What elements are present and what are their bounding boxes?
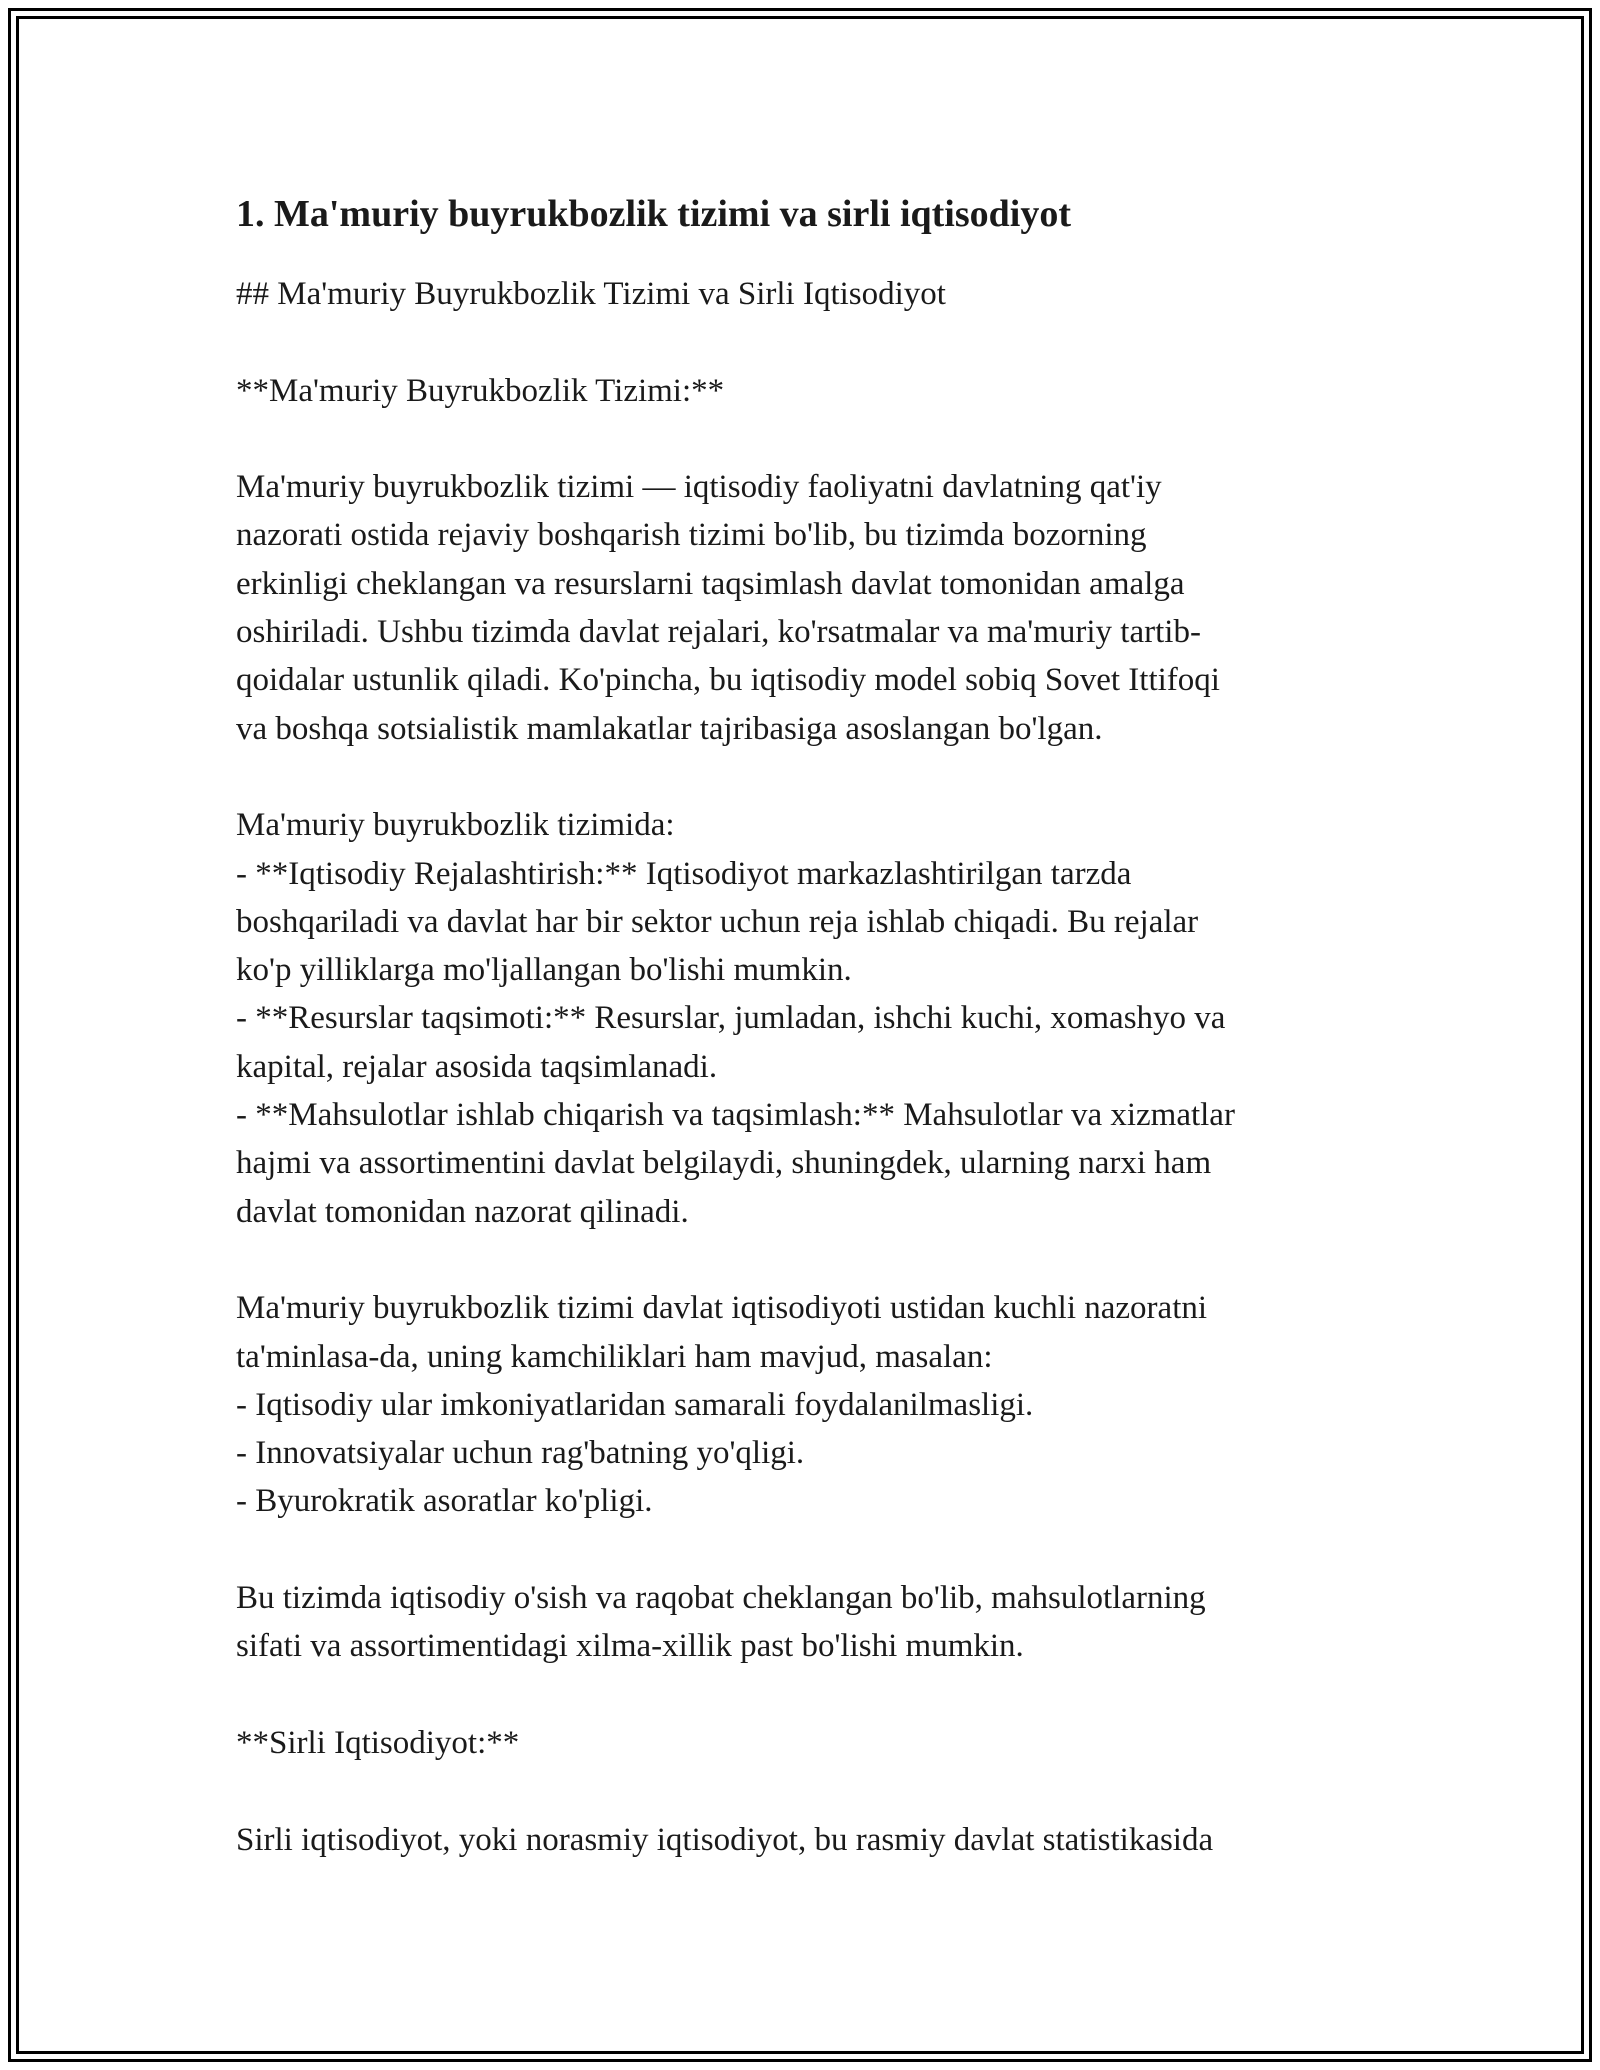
paragraph-definition — [236, 463, 1366, 753]
text-line: boshqariladi va davlat har bir sektor uchun reja ishlab chiqadi. Bu rejalar — [236, 903, 1199, 940]
text-line: - Iqtisodiy ular imkoniyatlaridan samarali foydalanilmasligi. — [236, 1386, 1034, 1423]
text-line: Ma'muriy buyrukbozlik tizimi — iqtisodiy faoliyatni davlatning qat'iy — [236, 469, 1162, 506]
text-line: va boshqa sotsialistik mamlakatlar tajribasiga asoslangan bo'lgan. — [236, 710, 1103, 747]
paragraph-features-list — [236, 801, 1366, 1236]
text-line: **Ma'muriy Buyrukbozlik Tizimi:** — [236, 372, 725, 409]
paragraph-shadow-economy-intro — [236, 1816, 1366, 1864]
text-line: erkinligi cheklangan va resurslarni taqsimlash davlat tomonidan amalga — [236, 565, 1185, 602]
text-line: **Sirli Iqtisodiyot:** — [236, 1724, 520, 1761]
text-line: qoidalar ustunlik qiladi. Ko'pincha, bu iqtisodiy model sobiq Sovet Ittifoqi — [236, 662, 1220, 699]
subheading-command-system — [236, 367, 1366, 415]
text-line: nazorati ostida rejaviy boshqarish tizimi bo'lib, bu tizimda bozorning — [236, 517, 1147, 554]
text-line: kapital, rejalar asosida taqsimlanadi. — [236, 1048, 718, 1085]
text-line: - **Iqtisodiy Rejalashtirish:** Iqtisodiyot markazlashtirilgan tarzda — [236, 855, 1132, 892]
text-line: - **Resurslar taqsimoti:** Resurslar, jumladan, ishchi kuchi, xomashyo va — [236, 1000, 1226, 1037]
text-line: Ma'muriy buyrukbozlik tizimi davlat iqtisodiyoti ustidan kuchli nazoratni — [236, 1290, 1208, 1327]
text-line: davlat tomonidan nazorat qilinadi. — [236, 1193, 689, 1230]
text-line: hajmi va assortimentini davlat belgilaydi, shuningdek, ularning narxi ham — [236, 1145, 1212, 1182]
text-line: - Innovatsiyalar uchun rag'batning yo'qligi. — [236, 1435, 805, 1472]
text-line: Bu tizimda iqtisodiy o'sish va raqobat cheklangan bo'lib, mahsulotlarning — [236, 1580, 1206, 1617]
paragraph-drawbacks-list — [236, 1284, 1366, 1525]
text-line: oshiriladi. Ushbu tizimda davlat rejalari, ko'rsatmalar va ma'muriy tartib- — [236, 614, 1201, 651]
text-line: Sirli iqtisodiyot, yoki norasmiy iqtisodiyot, bu rasmiy davlat statistikasida — [236, 1821, 1214, 1858]
text-line: - **Mahsulotlar ishlab chiqarish va taqsimlash:** Mahsulotlar va xizmatlar — [236, 1097, 1235, 1134]
subheading-shadow-economy — [236, 1719, 1366, 1767]
section-heading-paragraph — [236, 270, 1366, 318]
text-line: - Byurokratik asoratlar ko'pligi. — [236, 1483, 653, 1520]
text-line: ## Ma'muriy Buyrukbozlik Tizimi va Sirli Iqtisodiyot — [236, 276, 946, 312]
paragraph-growth-limits — [236, 1574, 1366, 1671]
text-line: Ma'muriy buyrukbozlik tizimida: — [236, 807, 675, 844]
text-line: ta'minlasa-da, uning kamchiliklari ham mavjud, masalan: — [236, 1338, 993, 1375]
text-line: sifati va assortimentidagi xilma-xillik past bo'lishi mumkin. — [236, 1628, 1024, 1665]
text-line: ko'p yilliklarga mo'ljallangan bo'lishi mumkin. — [236, 952, 852, 989]
document-title: 1. Ma'muriy buyrukbozlik tizimi va sirli iqtisodiyot — [236, 193, 1071, 235]
document-body — [236, 186, 1366, 1912]
